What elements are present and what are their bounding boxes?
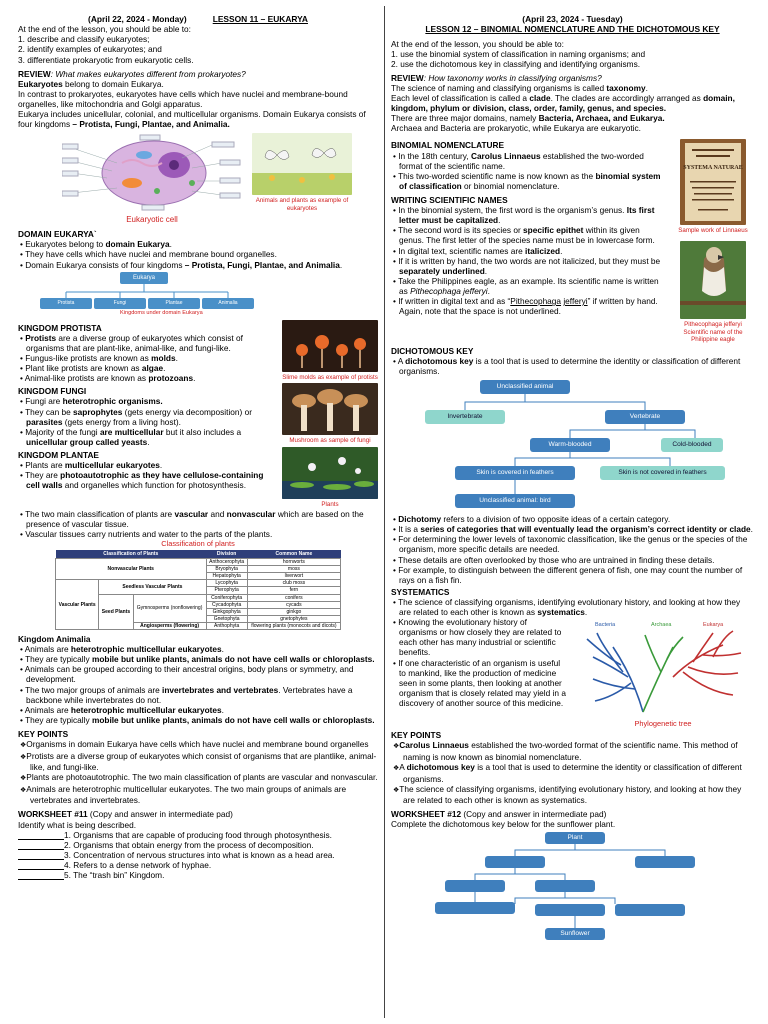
list-item: • A dichotomous key is a tool that is used to determine the identity or classification of different organisms.: [391, 356, 754, 376]
tree-node-animalia: Animalia: [202, 298, 254, 309]
table-header: Common Name: [247, 550, 340, 559]
list-item: • The second word is its species or specific epithet within its given genus. The first letter of the species name must be in lowercase form.: [391, 225, 666, 245]
key-node-vertebrate: Vertebrate: [605, 410, 685, 424]
worksheet-item: 3. Concentration of nervous structures into what is known as a head area.: [18, 850, 378, 860]
list-item: • Domain Eukarya consists of four kingdoms – Protista, Fungi, Plantae, and Animalia.: [18, 260, 378, 270]
animalia-list: [18, 644, 378, 725]
ws-key-blank-box: [445, 880, 505, 892]
phylogenetic-tree-figure: [573, 617, 753, 728]
table-cell: Cycadophyta: [206, 601, 247, 608]
list-item: • If written in digital text and as “Pithecophaga jefferyi” if written by hand. Again, note that the space is not underlined.: [391, 296, 666, 316]
table-cell: flowering plants (monocots and dicots): [247, 622, 340, 629]
table-cell: Pterophyta: [206, 587, 247, 594]
mushroom-caption: Mushroom as sample of fungi: [289, 437, 371, 445]
list-item: • In the binomial system, the first word is the organism’s genus. Its first letter must be capitalized.: [391, 205, 666, 225]
tree-root-eukarya: Eukarya: [120, 272, 168, 284]
worksheet-item: 2. Organisms that obtain energy from the process of decomposition.: [18, 840, 378, 850]
list-item: • The two main classification of plants are vascular and nonvascular which are based on the presence of vascular tissue.: [18, 509, 378, 529]
plant-classification-table: [55, 550, 341, 630]
table-cell: liverwort: [247, 573, 340, 580]
plants-animals-caption: Animals and plants as example of eukaryotes: [255, 197, 349, 213]
answer-blank: [18, 870, 64, 880]
key-node-warm-blooded: Warm-blooded: [530, 438, 610, 452]
list-item: • They are typically mobile but unlike plants, animals do not have cell walls or chloroplasts.: [18, 654, 378, 664]
list-item: • Majority of the fungi are multicellular but it also includes a unicellular group called yeasts.: [18, 427, 276, 447]
list-item: • Plants are multicellular eukaryotes.: [18, 460, 276, 470]
worksheet-12-instructions: Complete the dichotomous key below for the sunflower plant.: [391, 819, 616, 830]
phylo-label-eukarya: Eukarya: [703, 622, 724, 629]
ws-key-root-plant: Plant: [545, 832, 605, 844]
eukarya-tree-caption: Kingdoms under domain Eukarya: [120, 309, 203, 316]
phylo-caption: Phylogenetic tree: [634, 719, 692, 729]
worksheet-11-title: WORKSHEET #11 (Copy and answer in intermediate pad): [18, 809, 233, 820]
protista-section: [18, 320, 378, 384]
objective-3: 3. differentiate prokaryotic from eukaryotic cells.: [18, 54, 194, 65]
list-item: ❖ Organisms in domain Eukarya have cells which have nuclei and membrane bound organelles: [18, 739, 378, 751]
dichotomy-list: [391, 514, 754, 585]
list-item: ❖ Protists are a diverse group of eukaryotes which consist of organisms that are plantlike, animal-like, and fungi-like.: [18, 751, 378, 773]
list-item: • They are typically mobile but unlike plants, animals do not have cell walls or chloroplasts.: [18, 715, 378, 725]
list-item: • For example, to distinguish between the different genera of fish, one may count the number of rays on a fish fin.: [391, 565, 754, 585]
dichotomous-key-title: DICHOTOMOUS KEY: [391, 345, 474, 356]
lesson-11-header: [18, 14, 378, 24]
eukaryotic-cell-diagram: [62, 133, 242, 213]
table-cell: Gnetophyta: [206, 615, 247, 622]
review-p2: Each level of classification is called a clade. The clades are accordingly arranged as domain, kingdom, phylum or division, class, order, family, genus, and species.: [391, 93, 735, 114]
eagle-caption: Pithecophaga jefferyi Scientific name of the Philippine eagle: [683, 321, 743, 344]
table-cell: Seedless Vascular Plants: [99, 580, 206, 594]
fungi-title: KINGDOM FUNGI: [18, 386, 87, 397]
animalia-title: Kingdom Animalia: [18, 634, 91, 645]
review-p1: Eukaryotes belong to domain Eukarya.: [18, 78, 164, 89]
lesson-12-date: (April 23, 2024 - Tuesday): [522, 14, 623, 24]
lesson-12-column: [385, 0, 768, 1024]
domain-eukarya-list: [18, 239, 378, 269]
answer-blank: [18, 850, 64, 860]
table-cell: Bryophyta: [206, 566, 247, 573]
table-header: Division: [206, 550, 247, 559]
table-cell: Hepatophyta: [206, 573, 247, 580]
table-cell: Ginkgophyta: [206, 608, 247, 615]
list-item: ❖ Animals are heterotrophic multicellular eukaryotes. The two main groups of animals are vertebrates and invertebrates.: [18, 784, 378, 806]
list-item: • They are photoautotrophic as they have cellulose-containing cell walls and organelles which function for photosynthesis.: [18, 470, 276, 490]
lesson-12-title: LESSON 12 – BINOMIAL NOMENCLATURE AND THE DICHOTOMOUS KEY: [425, 24, 720, 35]
plant-table-caption: Classification of plants: [161, 538, 235, 548]
phylo-label-archaea: Archaea: [651, 622, 672, 629]
worksheet-item: 1. Organisms that are capable of producing food through photosynthesis.: [18, 830, 378, 840]
writing-names-title: WRITING SCIENTIFIC NAMES: [391, 195, 508, 206]
domain-eukarya-title: DOMAIN EUKARYA`: [18, 229, 97, 240]
systema-naturae-photo: [680, 139, 746, 225]
eukaryotic-cell-figure: [62, 133, 242, 225]
list-item: ❖ A dichotomous key is a tool that is used to determine the identity or classification of different organisms.: [391, 762, 754, 784]
objectives-intro: At the end of the lesson, you should be able to:: [391, 38, 564, 49]
list-item: • The science of classifying organisms, identifying evolutionary history, and looking at how they are related to each other is known as systematics.: [391, 597, 754, 617]
key-node-bird: Unclassified animal: bird: [455, 494, 575, 508]
table-cell: Anthophyta: [206, 622, 247, 629]
table-cell: Seed Plants: [99, 594, 133, 629]
ws-key-blank-box: [435, 902, 515, 914]
plantae-section: [18, 447, 378, 509]
list-item: • It is a series of categories that will eventually lead the organism’s correct identity or clade.: [391, 524, 754, 534]
list-item: • If it is written by hand, the two words are not italicized, but they must be separately underlined.: [391, 256, 666, 276]
key-points-title: KEY POINTS: [18, 729, 69, 739]
binomial-writing-section: [391, 137, 754, 343]
ws-key-blank-box: [615, 904, 685, 916]
phylo-label-bacteria: Bacteria: [595, 622, 616, 629]
tree-node-fungi: Fungi: [94, 298, 146, 309]
list-item: • Plant like protists are known as algae.: [18, 363, 276, 373]
list-item: • Animals are heterotrophic multicellular eukaryotes.: [18, 705, 378, 715]
list-item: • This two-worded scientific name is now known as the binomial system of classification or binomial nomenclature.: [391, 171, 666, 191]
list-item: • Animal-like protists are known as protozoans.: [18, 373, 276, 383]
key-node-no-feathers: Skin is not covered in feathers: [600, 466, 725, 480]
table-cell: Gymnosperms (nonflowering): [133, 594, 206, 622]
list-item: ❖ The science of classifying organisms, identifying evolutionary history, and looking at how they are related to each other is known as systematics.: [391, 784, 754, 806]
table-cell: conifers: [247, 594, 340, 601]
list-item: • In digital text, scientific names are italicized.: [391, 246, 666, 256]
key-points-title: KEY POINTS: [391, 730, 442, 741]
philippine-eagle-photo: [680, 241, 746, 319]
slime-caption: Slime molds as example of protists: [282, 373, 378, 381]
table-cell: club moss: [247, 580, 340, 587]
answer-blank: [18, 860, 64, 870]
list-item: • These details are often overlooked by those who are untrained in finding these details.: [391, 555, 754, 565]
systematics-title: SYSTEMATICS: [391, 586, 450, 597]
ws-key-blank-box: [535, 904, 605, 916]
cell-caption: Eukaryotic cell: [126, 215, 178, 225]
key-node-root: Unclassified animal: [480, 380, 570, 394]
list-item: ❖ Plants are photoautotrophic. The two main classification of plants are vascular and nonvascular.: [18, 772, 378, 784]
review-question: REVIEW: How taxonomy works in classifying organisms?: [391, 72, 602, 83]
list-item: • In the 18th century, Carolus Linnaeus established the two-worded format of the scientific name.: [391, 151, 666, 171]
answer-blank: [18, 840, 64, 850]
table-cell: Coniferophyta: [206, 594, 247, 601]
list-item: • Animals are heterotrophic multicellular eukaryotes.: [18, 644, 378, 654]
review-question: REVIEW: What makes eukaryotes different from prokaryotes?: [18, 68, 246, 79]
objective-1: 1. use the binomial system of classification in naming organisms; and: [391, 48, 646, 59]
phylogenetic-tree-diagram: [573, 617, 753, 717]
plantae-list-continued: [18, 509, 378, 539]
table-cell: Angiosperms (flowering): [133, 622, 206, 629]
list-item: ❖ Carolus Linnaeus established the two-worded format of the scientific name. This method of naming is now known as binomial nomenclature.: [391, 740, 754, 762]
table-cell: fern: [247, 587, 340, 594]
sunflower-key-template: [435, 832, 735, 942]
list-item: • If one characteristic of an organism is useful to mankind, like the production of medicine seen in some plants, then looking at another organism that is closely related may yield in a discovery of another source of this medicine.: [391, 658, 567, 709]
key-node-feathers: Skin is covered in feathers: [455, 466, 575, 480]
table-cell: Anthocerophyta: [206, 559, 247, 566]
fungi-section: [18, 383, 378, 447]
butterflies-photo: [252, 133, 352, 195]
protista-title: KINGDOM PROTISTA: [18, 322, 102, 333]
key-points-list: [391, 740, 754, 805]
systematics-with-tree: [391, 617, 754, 728]
objective-2: 2. identify examples of eukaryotes; and: [18, 44, 162, 55]
key-node-invertebrate: Invertebrate: [425, 410, 505, 424]
ws-key-blank-box: [485, 856, 545, 868]
list-item: • Dichotomy refers to a division of two opposite ideas of a certain category.: [391, 514, 754, 524]
review-p1: The science of naming and classifying organisms is called taxonomy.: [391, 82, 648, 93]
list-item: • Animals can be grouped according to their ancestral origins, body plans or symmetry, and development.: [18, 664, 378, 684]
table-cell: Lycophyta: [206, 580, 247, 587]
answer-blank: [18, 830, 64, 840]
systematics-list-1: [391, 597, 754, 617]
objective-2: 2. use the dichotomous key in classifying and identifying organisms.: [391, 58, 641, 69]
worksheet-item: 5. The “trash bin” Kingdom.: [18, 870, 378, 880]
table-cell: ginkgo: [247, 608, 340, 615]
table-cell: Vascular Plants: [56, 580, 99, 630]
binomial-title: BINOMIAL NOMENCLATURE: [391, 140, 505, 151]
list-item: • They can be saprophytes (gets energy via decomposition) or parasites (gets energy from a living host).: [18, 407, 276, 427]
plants-animals-figure: [252, 133, 352, 212]
list-item: • Knowing the evolutionary history of organisms or how closely they are related to each other has many industrial or scientific benefits.: [391, 617, 567, 657]
list-item: • Eukaryotes belong to domain Eukarya.: [18, 239, 378, 249]
list-item: • Protists are a diverse group of eukaryotes which consist of organisms that are plant-like, animal-like, and fungi-like.: [18, 333, 276, 353]
list-item: • Vascular tissues carry nutrients and water to the parts of the plants.: [18, 529, 378, 539]
dichotomous-intro-list: [391, 356, 754, 376]
key-points-list: [18, 739, 378, 805]
table-cell: cycads: [247, 601, 340, 608]
lesson-11-title: LESSON 11 – EUKARYA: [212, 14, 308, 24]
list-item: • Take the Philippines eagle, as an example. Its scientific name is written as Pithecophaga jefferyi.: [391, 276, 666, 296]
objective-1: 1. describe and classify eukaryotes;: [18, 34, 150, 45]
table-cell: gnetophytes: [247, 615, 340, 622]
animal-dichotomous-key: [425, 380, 725, 510]
worksheet-11-instructions: Identify what is being described.: [18, 819, 137, 830]
table-header: Classification of Plants: [56, 550, 207, 559]
review-p2: In contrast to prokaryotes, eukaryotes have cells which have nuclei and membrane-bound organelles, like mitochondria and Golgi apparatus.: [18, 88, 348, 110]
worksheet-item: 4. Refers to a dense network of hyphae.: [18, 860, 378, 870]
ws-key-blank-box: [635, 856, 695, 868]
list-item: • The two major groups of animals are invertebrates and vertebrates. Vertebrates have a backbone while invertebrates do not.: [18, 685, 378, 705]
plantae-title: KINGDOM PLANTAE: [18, 449, 99, 460]
ws-key-blank-box: [535, 880, 595, 892]
lesson-11-date: (April 22, 2024 - Monday): [88, 14, 187, 24]
tree-node-protista: Protista: [40, 298, 92, 309]
eukaryote-figures: [62, 133, 378, 225]
book-title: SYSTEMA NATURAE: [683, 165, 743, 172]
tree-node-plantae: Plantae: [148, 298, 200, 309]
mushroom-photo: [282, 383, 378, 435]
plants-caption: Plants: [321, 501, 339, 509]
list-item: • Fungi are heterotrophic organisms.: [18, 396, 276, 406]
plants-photo: [282, 447, 378, 499]
key-node-cold-blooded: Cold-blooded: [661, 438, 723, 452]
review-p3: Eukarya includes unicellular, colonial, and multicellular organisms. Domain Eukarya consists of four kingdoms – Protista, Fungi, Plantae, and Animalia.: [18, 109, 366, 130]
review-p3: There are three major domains, namely Bacteria, Archaea, and Eukarya.: [391, 113, 665, 124]
ws-key-leaf-sunflower: Sunflower: [545, 928, 605, 940]
linnaeus-caption: Sample work of Linnaeus: [678, 227, 748, 235]
table-cell: moss: [247, 566, 340, 573]
objectives-intro: At the end of the lesson, you should be able to:: [18, 24, 191, 35]
table-cell: hornworts: [247, 559, 340, 566]
worksheet-12-title: WORKSHEET #12 (Copy and answer in intermediate pad): [391, 809, 607, 820]
list-item: • For determining the lower levels of taxonomic classification, like the genus or the species of the organism, more specific details are needed.: [391, 534, 754, 554]
review-p4: Archaea and Bacteria are prokaryotic, while Eukarya are eukaryotic.: [391, 123, 641, 134]
slime-mold-photo: [282, 320, 378, 372]
table-cell: Nonvascular Plants: [56, 559, 207, 580]
list-item: • They have cells which have nuclei and membrane bound organelles.: [18, 249, 378, 259]
list-item: • Fungus-like protists are known as molds.: [18, 353, 276, 363]
eukarya-kingdom-tree: [36, 270, 266, 320]
